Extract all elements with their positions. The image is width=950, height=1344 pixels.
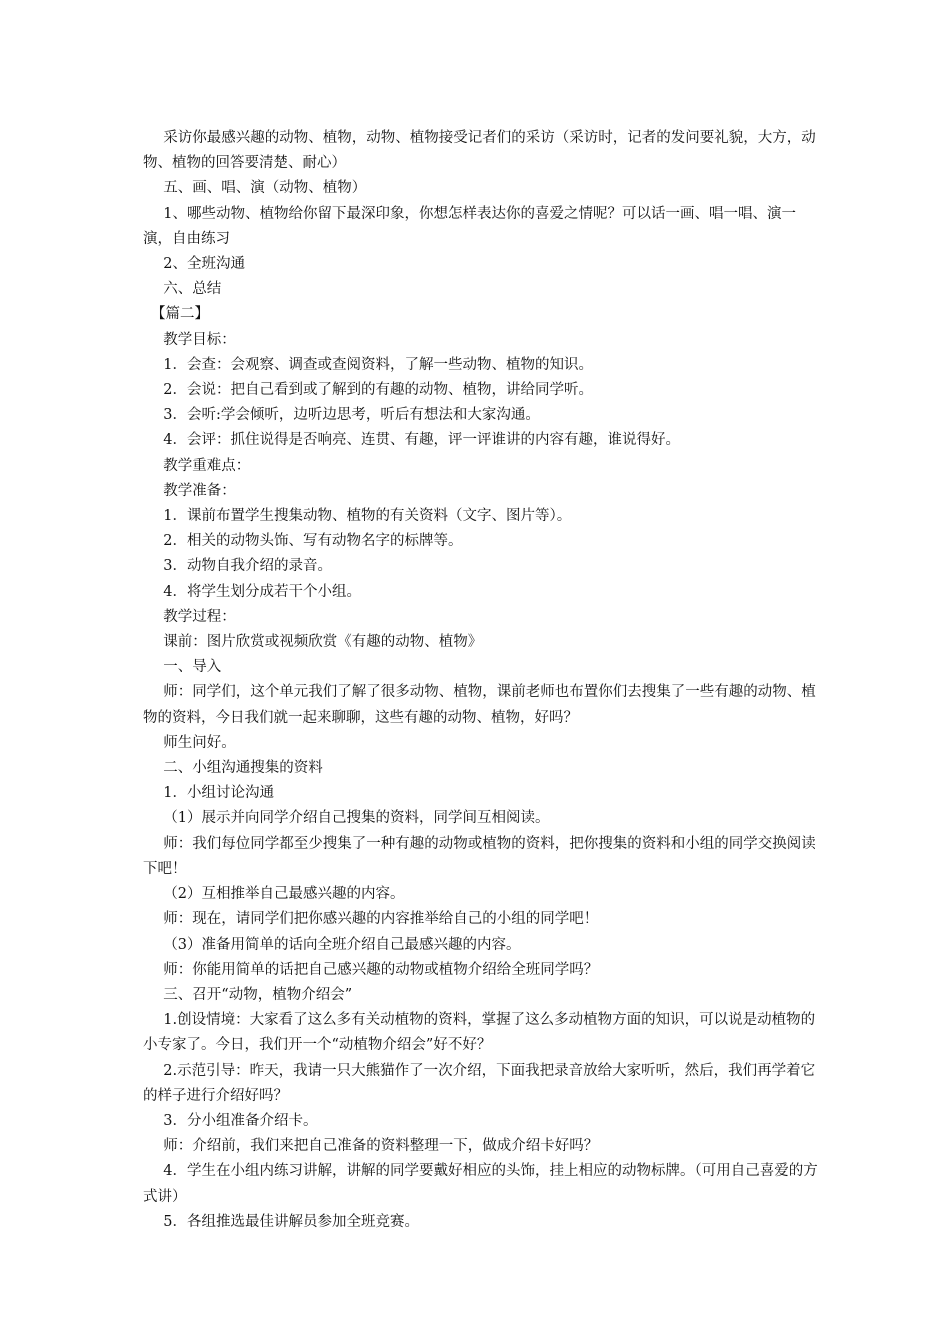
list-item: 1．课前布置学生搜集动物、植物的有关资料（文字、图片等）。	[163, 508, 572, 525]
subheading: 教学准备：	[163, 482, 236, 499]
paragraph: 师：现在，请同学们把你感兴趣的内容推举给自己的小组的同学吧！	[163, 911, 599, 928]
list-item: （1）展示并向同学介绍自己搜集的资料，同学间互相阅读。	[163, 810, 550, 827]
list-item: 3．动物自我介绍的录音。	[163, 558, 333, 575]
paragraph: 师生问好。	[163, 734, 236, 751]
list-item: 2.示范引导：昨天，我请一只大熊猫作了一次介绍，下面我把录音放给大家听听，然后，我们再学着它的样子进行介绍好吗？	[143, 1062, 816, 1104]
paragraph: 2、全班沟通	[163, 256, 246, 273]
subheading: 教学目标：	[163, 331, 236, 348]
section-heading: 五、画、唱、演（动物、植物）	[163, 180, 367, 197]
paragraph: 师：你能用简单的话把自己感兴趣的动物或植物介绍给全班同学吗？	[163, 961, 599, 978]
list-item: 1．小组讨论沟通	[163, 785, 275, 802]
part-heading: 【篇二】	[150, 306, 209, 323]
list-item: 4．会评：抓住说得是否响亮、连贯、有趣，评一评谁讲的内容有趣，谁说得好。	[163, 432, 681, 449]
section-heading: 二、小组沟通搜集的资料	[163, 760, 323, 777]
paragraph: 采访你最感兴趣的动物、植物，动物、植物接受记者们的采访（采访时，记者的发问要礼貌，大方，动物、植物的回答要清楚、耐心）	[143, 130, 816, 172]
list-item: （3）准备用简单的话向全班介绍自己最感兴趣的内容。	[163, 936, 521, 953]
list-item: 3．分小组准备介绍卡。	[163, 1112, 318, 1129]
paragraph: 课前：图片欣赏或视频欣赏《有趣的动物、植物》	[163, 634, 483, 651]
section-heading: 三、召开“动物，植物介绍会”	[163, 986, 353, 1003]
subheading: 教学重难点：	[163, 457, 251, 474]
list-item: 3．会听:学会倾听，边听边思考，听后有想法和大家沟通。	[163, 407, 540, 424]
list-item: 5．各组推选最佳讲解员参加全班竞赛。	[163, 1213, 420, 1230]
paragraph: 1、哪些动物、植物给你留下最深印象，你想怎样表达你的喜爱之情呢？可以话一画、唱一唱、演一演，自由练习	[143, 205, 797, 247]
list-item: 4．将学生划分成若干个小组。	[163, 583, 362, 600]
list-item: 4．学生在小组内练习讲解，讲解的同学要戴好相应的头饰，挂上相应的动物标牌。（可用自己喜爱的方式讲）	[143, 1163, 818, 1205]
list-item: 2．相关的动物头饰、写有动物名字的标牌等。	[163, 533, 463, 550]
list-item: 1．会查：会观察、调查或查阅资料，了解一些动物、植物的知识。	[163, 356, 594, 373]
list-item: （2）互相推举自己最感兴趣的内容。	[163, 886, 405, 903]
section-heading: 一、导入	[163, 659, 222, 676]
subheading: 教学过程：	[163, 608, 236, 625]
section-heading: 六、总结	[163, 281, 222, 298]
list-item: 2．会说：把自己看到或了解到的有趣的动物、植物，讲给同学听。	[163, 382, 594, 399]
paragraph: 师：介绍前，我们来把自己准备的资料整理一下，做成介绍卡好吗？	[163, 1138, 599, 1155]
list-item: 1.创设情境：大家看了这么多有关动植物的资料，掌握了这么多动植物方面的知识，可以说是动植物的小专家了。今日，我们开一个“动植物介绍会”好不好？	[143, 1012, 816, 1054]
document-body	[143, 126, 818, 1235]
paragraph: 师：同学们，这个单元我们了解了很多动物、植物，课前老师也布置你们去搜集了一些有趣的动物、植物的资料，今日我们就一起来聊聊，这些有趣的动物、植物，好吗？	[143, 684, 816, 726]
paragraph: 师：我们每位同学都至少搜集了一种有趣的动物或植物的资料，把你搜集的资料和小组的同学交换阅读下吧！	[143, 835, 816, 877]
